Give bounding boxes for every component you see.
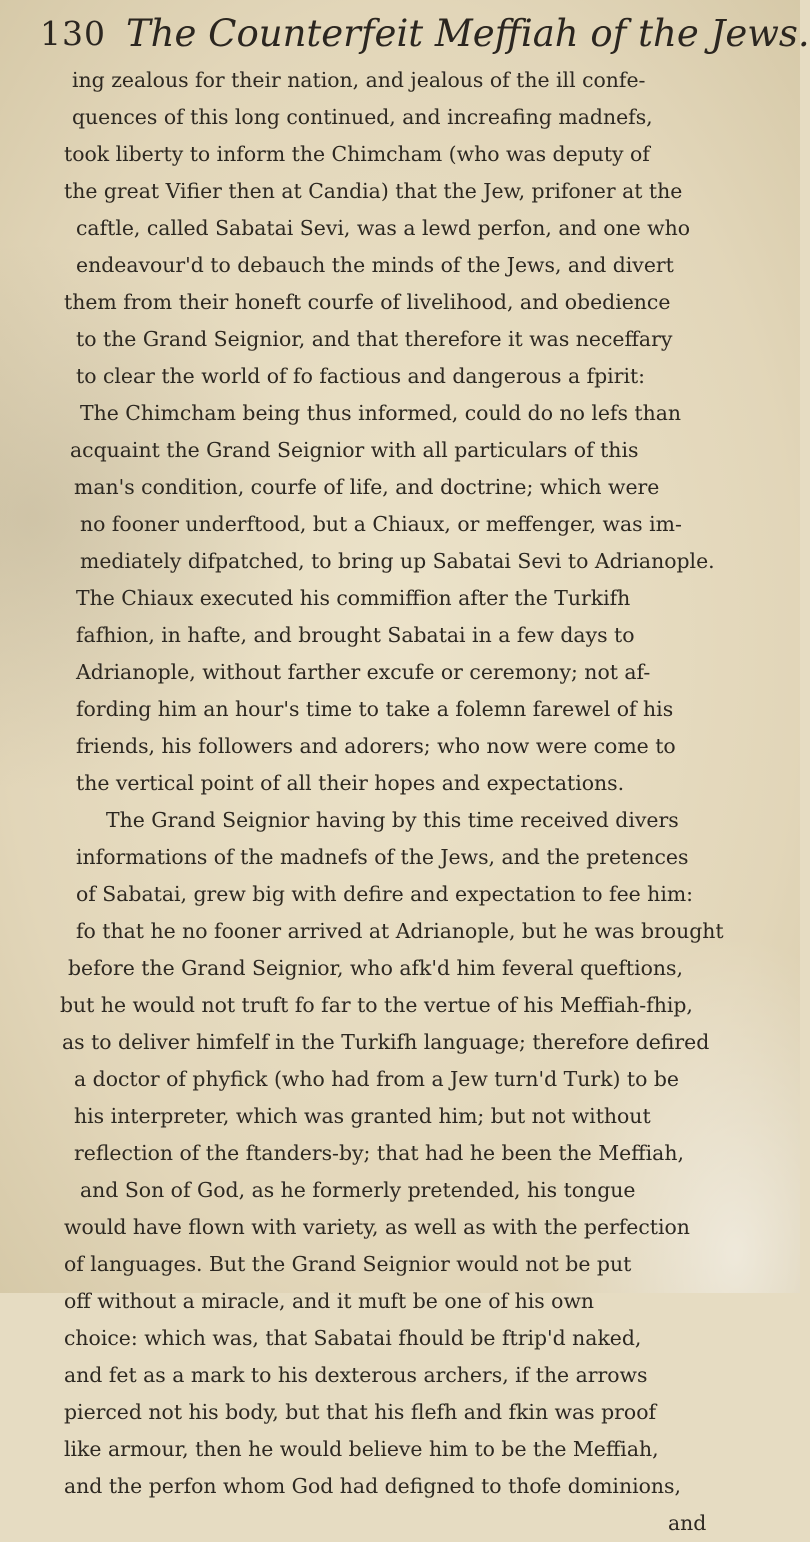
text-line: before the Grand Seignior, who afk'd him feveral queftions, — [68, 956, 683, 980]
text-line: fafhion, in hafte, and brought Sabatai in a few days to — [76, 623, 635, 647]
text-line: his interpreter, which was granted him; but not without — [74, 1104, 651, 1128]
text-line: to the Grand Seignior, and that therefore it was neceffary — [76, 327, 673, 351]
text-line: quences of this long continued, and increafing madnefs, — [72, 105, 653, 129]
text-line: of Sabatai, grew big with defire and expectation to fee him: — [76, 882, 694, 906]
page-header — [38, 4, 810, 60]
text-line: fo that he no fooner arrived at Adrianople, but he was brought — [76, 919, 724, 943]
text-line: pierced not his body, but that his flefh and fkin was proof — [64, 1400, 657, 1424]
body-text — [40, 62, 760, 1542]
text-line: The Grand Seignior having by this time received divers — [106, 808, 679, 832]
text-line: a doctor of phyfick (who had from a Jew turn'd Turk) to be — [74, 1067, 679, 1091]
text-line: would have flown with variety, as well as with the perfection — [64, 1215, 690, 1239]
text-line: endeavour'd to debauch the minds of the Jews, and divert — [76, 253, 674, 277]
text-line: as to deliver himfelf in the Turkifh language; therefore defired — [62, 1030, 710, 1054]
text-line: ing zealous for their nation, and jealous of the ill confe- — [72, 68, 646, 92]
text-line: and Son of God, as he formerly pretended, his tongue — [80, 1178, 636, 1202]
text-line: caftle, called Sabatai Sevi, was a lewd perfon, and one who — [76, 216, 691, 240]
text-line: choice: which was, that Sabatai fhould be ftrip'd naked, — [64, 1326, 642, 1350]
text-line: The Chiaux executed his commiffion after the Turkifh — [76, 586, 631, 610]
running-title: The Counterfeit Meffiah of the Jews. — [126, 12, 810, 55]
text-line: acquaint the Grand Seignior with all particulars of this — [70, 438, 639, 462]
text-line: took liberty to inform the Chimcham (who was deputy of — [64, 142, 650, 166]
text-line: The Chimcham being thus informed, could do no lefs than — [80, 401, 682, 425]
text-line: to clear the world of fo factious and dangerous a fpirit: — [76, 364, 646, 388]
text-line: and fet as a mark to his dexterous archers, if the arrows — [64, 1363, 648, 1387]
text-line: fording him an hour's time to take a folemn farewel of his — [76, 697, 674, 721]
text-line: and the perfon whom God had defigned to thofe dominions, — [64, 1474, 681, 1498]
text-line: like armour, then he would believe him to be the Meffiah, — [64, 1437, 659, 1461]
text-line: mediately difpatched, to bring up Sabatai Sevi to Adrianople. — [80, 549, 715, 573]
text-line: the vertical point of all their hopes and expectations. — [76, 771, 625, 795]
text-line: reflection of the ftanders-by; that had he been the Meffiah, — [74, 1141, 684, 1165]
text-line: them from their honeft courfe of livelihood, and obedience — [64, 290, 671, 314]
text-line: the great Vifier then at Candia) that the Jew, prifoner at the — [64, 179, 683, 203]
text-line: of languages. But the Grand Seignior would not be put — [64, 1252, 632, 1276]
text-line: and — [668, 1511, 707, 1535]
page-number: 130 — [40, 14, 106, 53]
text-line: Adrianople, without farther excufe or ceremony; not af- — [76, 660, 651, 684]
text-line: but he would not truft fo far to the vertue of his Meffiah-fhip, — [60, 993, 693, 1017]
text-line: friends, his followers and adorers; who now were come to — [76, 734, 676, 758]
text-line: informations of the madnefs of the Jews, and the pretences — [76, 845, 689, 869]
text-line: no fooner underftood, but a Chiaux, or meffenger, was im- — [80, 512, 682, 536]
text-line: man's condition, courfe of life, and doctrine; which were — [74, 475, 660, 499]
text-line: off without a miracle, and it muft be one of his own — [64, 1289, 595, 1313]
